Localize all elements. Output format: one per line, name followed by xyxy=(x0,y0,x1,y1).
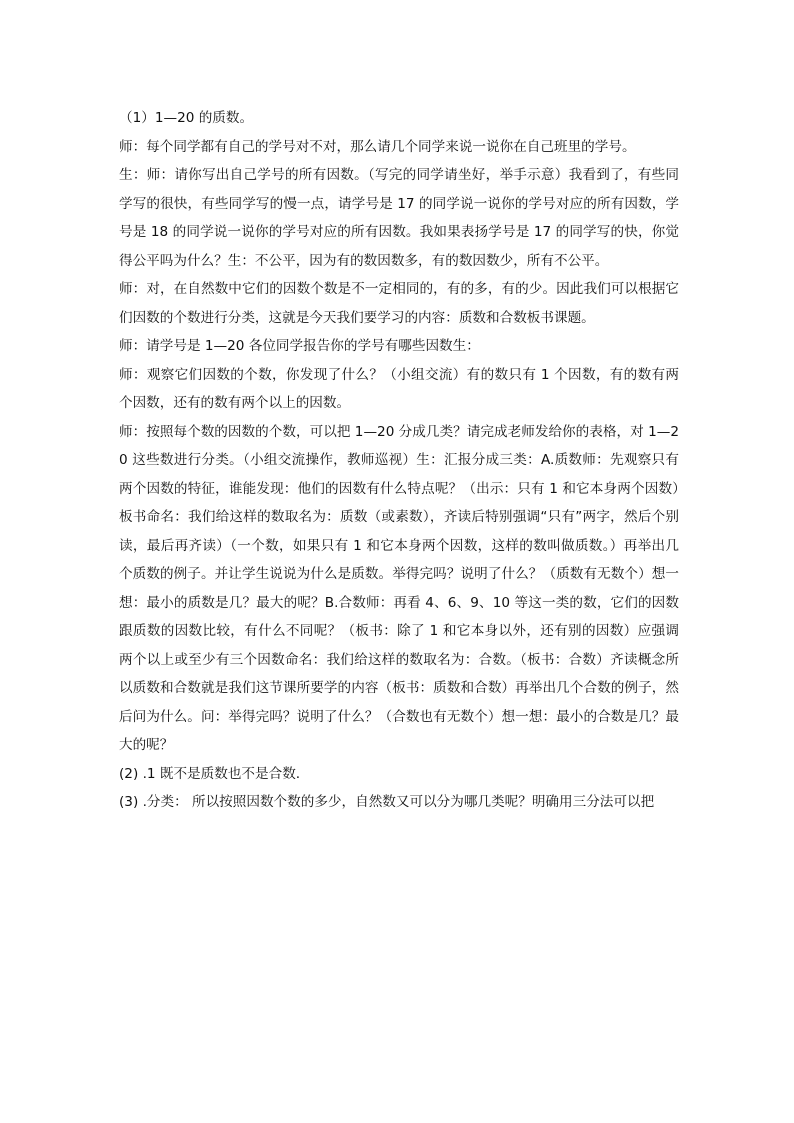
document-body xyxy=(119,104,679,817)
paragraph-5: 师：请学号是 1—20 各位同学报告你的学号有哪些因数生： xyxy=(119,338,480,354)
paragraph-9: (3) .分类： 所以按照因数个数的多少，自然数又可以分为哪几类呢？明确用三分法可以把 xyxy=(119,794,655,810)
paragraph-6: 师：观察它们因数的个数，你发现了什么？（小组交流）有的数只有 1 个因数，有的数有两个因数，还有的数有两个以上的因数。 xyxy=(119,366,679,411)
paragraph-2: 师：每个同学都有自己的学号对不对，那么请几个同学来说一说你在自己班里的学号。 xyxy=(119,138,636,155)
paragraph-3: 生：师：请你写出自己学号的所有因数。（写完的同学请坐好，举手示意）我看到了，有些同学写的很快，有些同学写的慢一点，请学号是 17 的同学说一说你的学号对应的所有因数，学号是 18 的同学说一说你的学号对应的所有因数。我如果表扬学号是 17 的同学写的快，你觉得公平吗为什么？生：不公平，因为有的数因数多，有的数因数少，所有不公平。 xyxy=(119,167,679,269)
paragraph-8: (2) .1 既不是质数也不是合数. xyxy=(119,765,301,782)
paragraph-4: 师：对，在自然数中它们的因数个数是不一定相同的，有的多，有的少。因此我们可以根据它们因数的个数进行分类，这就是今天我们要学习的内容：质数和合数板书课题。 xyxy=(119,281,679,326)
paragraph-1: （1）1—20 的质数。 xyxy=(119,110,254,126)
paragraph-7: 师：按照每个数的因数的个数，可以把 1—20 分成几类？请完成老师发给你的表格，对 1—20 这些数进行分类。（小组交流操作，教师巡视）生：汇报分成三类：A.质数师：先观察只有两个因数的特征，谁能发现：他们的因数有什么特点呢？（出示：只有 1 和它本身两个因数）板书命名：我们给这样的数取名为：质数（或素数），齐读后特别强调“只有”两字，然后个别读，最后再齐读）（一个数，如果只有 1 和它本身两个因数，这样的数叫做质数。）再举出几个质数的例子。并让学生说说为什么是质数。举得完吗？说明了什么？（质数有无数个）想一想：最小的质数是几？最大的呢？B.合数师：再看 4、6、9、10 等这一类的数，它们的因数跟质数的因数比较，有什么不同呢？（板书：除了 1 和它本身以外，还有别的因数）应强调两个以上或至少有三个因数命名：我们给这样的数取名为：合数。（板书：合数）齐读概念所以质数和合数就是我们这节课所要学的内容（板书：质数和合数）再举出几个合数的例子，然后问为什么。问：举得完吗？说明了什么？（合数也有无数个）想一想：最小的合数是几？最大的呢？ xyxy=(119,423,679,753)
